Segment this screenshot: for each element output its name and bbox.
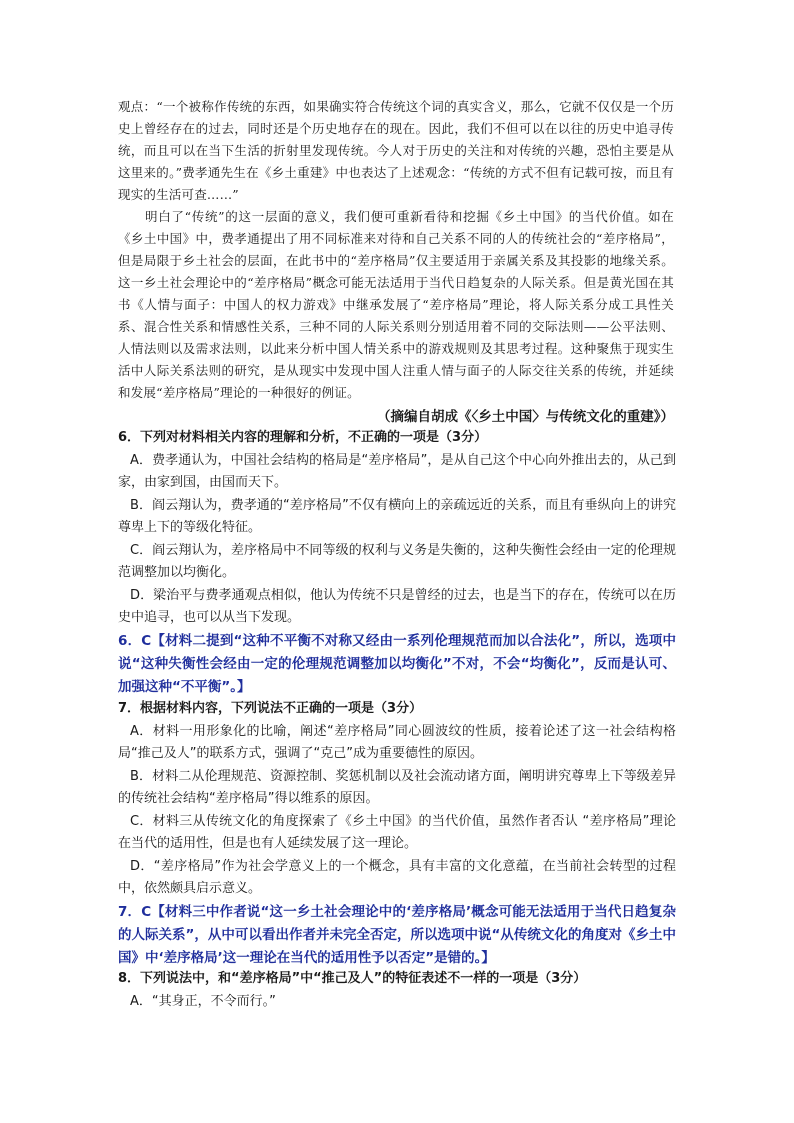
question-title: 8．下列说法中，和“差序格局”中“推己及人”的特征表述不一样的一项是（3分） [118,971,587,986]
option-d: D．“差序格局”作为社会学意义上的一个概念，具有丰富的文化意蕴，在当前社会转型的过程中，依然颇具启示意义。 [118,858,676,896]
option-b: B．材料二从伦理规范、资源控制、奖惩机制以及社会流动诸方面，阐明讲究尊卑上下等级差异的传统社会结构“差序格局”得以维系的原因。 [118,768,676,806]
question-7 [118,698,676,970]
question-title: 6．下列对材料相关内容的理解和分析，不正确的一项是（3分） [118,430,488,445]
passage-paragraph: 观点：“一个被称作传统的东西，如果确实符合传统这个词的真实含义，那么，它就不仅仅是一个历史上曾经存在的过去，同时还是个历史地存在的现在。因此，我们不但可以在以往的历史中追寻传统，而且可以在当下生活的折射里发现传统。今人对于历史的关注和对传统的兴趣，恐怕主要是从这里来的。”费孝通先生在《乡土重建》中也表达了上述观念：“传统的方式不但有记载可按，而且有现实的生活可查……” [118,99,674,202]
option-c: C．阎云翔认为，差序格局中不同等级的权利与义务是失衡的，这种失衡性会经由一定的伦理规范调整加以均衡化。 [118,542,676,580]
passage-paragraph: 明白了“传统”的这一层面的意义，我们便可重新看待和挖掘《乡土中国》的当代价值。如在《乡土中国》中，费孝通提出了用不同标准来对待和自己关系不同的人的传统社会的“差序格局”，但是局限于乡土社会的层面，在此书中的“差序格局”仅主要适用于亲属关系及其投影的地缘关系。这一乡土社会理论中的“差序格局”概念可能无法适用于当代日趋复杂的人际关系。但是黄光国在其书《人情与面子：中国人的权力游戏》中继承发展了“差序格局”理论，将人际关系分成工具性关系、混合性关系和情感性关系，三种不同的人际关系则分别适用着不同的交际法则——公平法则、人情法则以及需求法则，以此来分析中国人情关系中的游戏规则及其思考过程。这种聚焦于现实生活中人际关系法则的研究，是从现实中发现中国人注重人情与面子的人际交往关系的传统，并延续和发展“差序格局”理论的一种很好的例证。 [118,209,674,400]
option-a: A．“其身正，不令而行。” [130,993,276,1009]
passage-source: （摘编自胡成《〈乡土中国〉与传统文化的重建》） [377,409,674,425]
answer-explanation: 7．C【材料三中作者说“这一乡土社会理论中的‘差序格局’概念可能无法适用于当代日趋复杂的人际关系”，从中可以看出作者并未完全否定，所以选项中说“从传统文化的角度对《乡土中国》中‘差序格局’这一理论在当代的适用性予以否定”是错的。】 [118,903,676,966]
question-8 [118,968,676,1013]
option-a: A．材料一用形象化的比喻，阐述“差序格局”同心圆波纹的性质，接着论述了这一社会结构格局“推己及人”的联系方式，强调了“克己”成为重要德性的原因。 [118,723,676,761]
answer-explanation: 6．C【材料二提到“这种不平衡不对称又经由一系列伦理规范而加以合法化”，所以，选项中说“这种失衡性会经由一定的伦理规范调整加以均衡化”不对，不会“均衡化”，反而是认可、加强这种“不平衡”。】 [118,632,676,695]
question-6 [118,427,676,699]
option-d: D．梁治平与费孝通观点相似，他认为传统不只是曾经的过去，也是当下的存在，传统可以在历史中追寻，也可以从当下发现。 [118,587,676,625]
question-title: 7．根据材料内容，下列说法不正确的一项是（3分） [118,701,423,716]
option-b: B．阎云翔认为，费孝通的“差序格局”不仅有横向上的亲疏远近的关系，而且有垂纵向上的讲究尊卑上下的等级化特征。 [118,497,676,535]
option-a: A．费孝通认为，中国社会结构的格局是“差序格局”，是从自己这个中心向外推出去的，从己到家，由家到国，由国而天下。 [118,452,676,490]
reading-passage [118,96,674,404]
option-c: C．材料三从传统文化的角度探索了《乡土中国》的当代价值，虽然作者否认 “差序格局”理论在当代的适用性，但是也有人延续发展了这一理论。 [118,813,676,851]
